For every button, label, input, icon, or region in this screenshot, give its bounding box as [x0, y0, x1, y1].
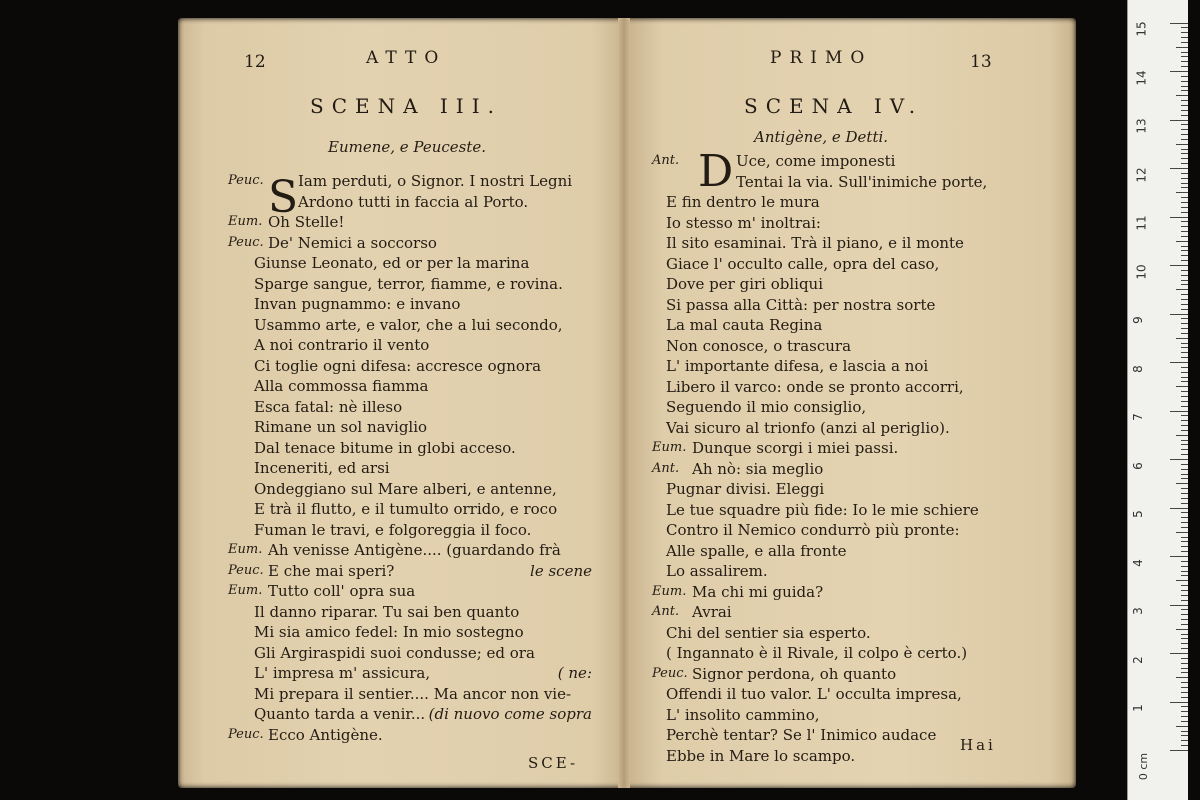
drop-cap-s: S [268, 172, 299, 223]
verse-line: Lo assalirem. [666, 562, 768, 580]
ruler-tick [1181, 207, 1188, 208]
ruler-number: 8 [1130, 364, 1145, 373]
ruler-tick [1181, 100, 1188, 101]
speaker-label: Eum. [228, 542, 263, 557]
ruler-tick [1176, 192, 1188, 193]
verse-line: Ebbe in Mare lo scampo. [666, 746, 856, 765]
verse-line: L' impresa m' assicura, [254, 664, 431, 682]
ruler-tick [1181, 323, 1188, 324]
ruler-tick [1181, 352, 1188, 353]
ruler-tick [1181, 401, 1188, 402]
ruler-tick [1181, 270, 1188, 271]
ruler-tick [1181, 260, 1188, 261]
ruler-tick [1181, 454, 1188, 455]
book-gutter [618, 18, 630, 788]
speaker-label: Eum. [652, 440, 687, 455]
ruler-tick [1181, 178, 1188, 179]
ruler-tick [1181, 32, 1188, 33]
ruler-tick [1181, 474, 1188, 475]
ruler-tick [1181, 692, 1188, 693]
ruler-tick [1176, 435, 1188, 436]
verse-line: E trà il flutto, e il tumulto orrido, e roco [254, 500, 558, 518]
ruler-tick [1181, 697, 1188, 698]
ruler-tick [1181, 139, 1188, 140]
ruler-tick [1181, 149, 1188, 150]
verse-line: Il sito esaminai. Trà il piano, e il monte [666, 234, 964, 252]
ruler-tick [1181, 711, 1188, 712]
verse-line: Uce, come imponesti [736, 152, 896, 170]
ruler-tick [1181, 546, 1188, 547]
verse-line: Inceneriti, ed arsi [254, 459, 390, 477]
ruler-tick [1181, 90, 1188, 91]
ruler-tick [1181, 415, 1188, 416]
verse-line: Si passa alla Città: per nostra sorte [666, 295, 936, 314]
ruler-tick [1181, 449, 1188, 450]
ruler-tick [1181, 129, 1188, 130]
ruler-tick [1181, 590, 1188, 591]
verse-line: A noi contrario il vento [254, 336, 430, 354]
ruler-tick [1181, 600, 1188, 601]
ruler-tick [1181, 105, 1188, 106]
speaker-label: Eum. [228, 583, 263, 598]
ruler-tick [1181, 527, 1188, 528]
ruler-tick [1181, 493, 1188, 494]
verse-line: Il danno riparar. Tu sai ben quanto [254, 602, 520, 621]
verse-line: Mi prepara il sentier.... Ma ancor non vie- [254, 684, 572, 703]
ruler-tick [1181, 706, 1188, 707]
ruler-tick [1181, 381, 1188, 382]
ruler-tick [1181, 430, 1188, 431]
ruler-tick [1181, 197, 1188, 198]
ruler-tick [1176, 241, 1188, 242]
ruler-tick [1181, 124, 1188, 125]
speaker-label: Peuc. [228, 234, 264, 250]
ruler-tick [1181, 250, 1188, 251]
ruler-tick [1181, 347, 1188, 348]
ruler-number: 10 [1134, 263, 1149, 280]
ruler-tick [1170, 508, 1188, 509]
ruler-tick [1181, 246, 1188, 247]
ruler-tick [1176, 289, 1188, 290]
ruler-number: 15 [1134, 21, 1149, 37]
ruler-tick [1181, 52, 1188, 53]
ruler-tick [1181, 731, 1188, 732]
ruler-tick [1181, 115, 1188, 116]
ruler-tick [1181, 27, 1188, 28]
verse-line: Esca fatal: nè illeso [254, 397, 403, 416]
ruler-tick [1181, 153, 1188, 154]
ruler-tick [1181, 425, 1188, 426]
verse-line: L' insolito cammino, [666, 705, 820, 724]
ruler-tick [1181, 309, 1188, 310]
ruler-tick [1181, 440, 1188, 441]
ruler-tick [1181, 740, 1188, 741]
ruler-tick [1181, 212, 1188, 213]
ruler-tick [1181, 648, 1188, 649]
open-book [178, 18, 1076, 788]
ruler-tick [1181, 318, 1188, 319]
ruler-tick [1181, 498, 1188, 499]
verse-line: L' importante difesa, e lascia a noi [666, 357, 929, 375]
speaker-label: Peuc. [228, 726, 264, 742]
ruler-tick [1170, 314, 1188, 315]
speaker-label: Eum. [228, 214, 263, 229]
speaker-label: Ant. [652, 460, 680, 476]
verse-line: Sparge sangue, terror, fiamme, e rovina. [254, 274, 563, 293]
verse-line: ( Ingannato è il Rivale, il colpo è certo.) [666, 644, 968, 662]
ruler-tick [1181, 328, 1188, 329]
ruler-tick [1181, 561, 1188, 562]
scene-title: SCENA IV. [744, 94, 924, 118]
verse-line: Iam perduti, o Signor. I nostri Legni [298, 172, 573, 190]
catchword: SCE- [528, 754, 579, 772]
ruler-tick [1181, 663, 1188, 664]
ruler-number: 6 [1130, 461, 1145, 470]
ruler-number: 2 [1130, 655, 1145, 664]
ruler-tick [1176, 629, 1188, 630]
ruler-number: 9 [1130, 316, 1145, 324]
verse-line: Giace l' occulto calle, opra del caso, [666, 254, 940, 273]
ruler-tick [1181, 37, 1188, 38]
left-page [178, 18, 618, 788]
speaker-label: Peuc. [652, 665, 688, 681]
ruler-tick [1170, 23, 1188, 24]
page-number: 13 [970, 52, 992, 72]
ruler-tick [1181, 745, 1188, 746]
ruler-tick [1181, 275, 1188, 276]
speaker-label: Peuc. [228, 173, 264, 188]
scene-title: SCENA III. [310, 94, 502, 118]
verse-line: Signor perdona, oh quanto [692, 664, 897, 683]
ruler-tick [1181, 634, 1188, 635]
ruler-tick [1181, 638, 1188, 639]
ruler-tick [1181, 66, 1188, 67]
ruler-tick [1181, 537, 1188, 538]
verse-line: Tutto coll' opra sua [268, 582, 416, 600]
ruler-tick [1170, 605, 1188, 606]
ruler-tick [1176, 144, 1188, 145]
ruler-tick [1181, 464, 1188, 465]
speaker-label: Ant. [652, 604, 680, 619]
verse-line: Gli Argiraspidi suoi condusse; ed ora [254, 643, 535, 662]
ruler-tick [1181, 304, 1188, 305]
ruler-number: 5 [1130, 510, 1145, 518]
ruler-tick [1181, 42, 1188, 43]
ruler-tick [1181, 221, 1188, 222]
ruler-tick [1181, 687, 1188, 688]
verse-line: E fin dentro le mura [666, 193, 820, 211]
stage-direction: le scene [530, 561, 592, 580]
ruler-tick [1170, 411, 1188, 412]
ruler-tick [1181, 372, 1188, 373]
ruler-tick [1176, 386, 1188, 387]
ruler-tick [1181, 541, 1188, 542]
ruler-tick [1181, 575, 1188, 576]
verse-line: La mal cauta Regina [666, 316, 823, 334]
running-head: ATTO [366, 48, 447, 68]
verse-line: Pugnar divisi. Eleggi [666, 480, 825, 498]
verse-line: Vai sicuro al trionfo (anzi al periglio). [666, 418, 950, 437]
ruler-tick [1181, 517, 1188, 518]
ruler-tick [1181, 110, 1188, 111]
ruler-tick [1181, 585, 1188, 586]
verse-line: Ecco Antigène. [268, 725, 383, 744]
ruler-tick [1181, 255, 1188, 256]
verse-line: Avrai [692, 603, 732, 621]
ruler-tick [1181, 566, 1188, 567]
ruler-tick [1176, 47, 1188, 48]
verse-line: E che mai speri? [268, 561, 395, 580]
ruler-tick [1170, 653, 1188, 654]
ruler-tick [1176, 677, 1188, 678]
ruler-tick [1181, 134, 1188, 135]
ruler-tick [1181, 571, 1188, 572]
verse-line: Perchè tentar? Se l' Inimico audace [666, 726, 937, 744]
verse-line: Ah venisse Antigène.... (guardando frà [268, 541, 561, 559]
ruler-tick [1181, 333, 1188, 334]
verse-line: De' Nemici a soccorso [268, 233, 437, 252]
verse-line: Invan pugnammo: e invano [254, 295, 461, 313]
ruler-tick [1181, 522, 1188, 523]
ruler-tick [1181, 294, 1188, 295]
ruler-tick [1181, 643, 1188, 644]
ruler-tick [1176, 726, 1188, 727]
ruler-tick [1181, 595, 1188, 596]
ruler-tick [1181, 280, 1188, 281]
verse-line: Ondeggiano sul Mare alberi, e antenne, [254, 479, 557, 498]
ruler-tick [1170, 265, 1188, 266]
verse-line: Chi del sentier sia esperto. [666, 623, 871, 642]
ruler-tick [1176, 580, 1188, 581]
ruler-tick [1181, 672, 1188, 673]
page-number: 12 [244, 52, 266, 72]
verse-line: Alla commossa fiamma [254, 377, 429, 395]
catchword: Hai [960, 736, 996, 754]
ruler-number: 4 [1130, 558, 1145, 567]
ruler-tick [1176, 95, 1188, 96]
verse-line: Giunse Leonato, ed or per la marina [254, 254, 530, 272]
ruler-tick [1170, 556, 1188, 557]
verse-line: Io stesso m' inoltrai: [666, 213, 821, 232]
speaker-label: Ant. [652, 153, 680, 168]
ruler-tick [1181, 173, 1188, 174]
ruler-tick [1181, 488, 1188, 489]
right-page [630, 18, 1076, 788]
ruler-tick [1176, 483, 1188, 484]
ruler-tick [1170, 702, 1188, 703]
verse-line: Usammo arte, e valor, che a lui secondo, [254, 315, 563, 334]
ruler-tick [1181, 377, 1188, 378]
ruler-number: 3 [1130, 607, 1145, 615]
ruler-tick [1181, 76, 1188, 77]
ruler-tick [1170, 217, 1188, 218]
ruler-number: 1 [1130, 704, 1145, 712]
verse-line: Ardono tutti in faccia al Porto. [298, 192, 529, 211]
ruler-tick [1181, 396, 1188, 397]
ruler-tick [1181, 614, 1188, 615]
verse-line: Mi sia amico fedel: In mio sostegno [254, 623, 524, 641]
ruler-tick [1181, 668, 1188, 669]
ruler-tick [1170, 168, 1188, 169]
verse-line: Rimane un sol naviglio [254, 418, 428, 436]
ruler-tick [1181, 619, 1188, 620]
ruler-tick [1181, 343, 1188, 344]
ruler-tick [1181, 716, 1188, 717]
ruler-tick [1181, 682, 1188, 683]
verse-line: Ci toglie ogni difesa: accresce ognora [254, 356, 542, 375]
verse-line: Seguendo il mio consiglio, [666, 398, 867, 416]
measurement-ruler [1127, 0, 1188, 800]
speaker-label: Eum. [652, 583, 687, 599]
ruler-tick [1181, 512, 1188, 513]
ruler-tick [1170, 362, 1188, 363]
ruler-tick [1181, 503, 1188, 504]
verse-line: Alle spalle, e alla fronte [666, 541, 847, 560]
ruler-tick [1181, 86, 1188, 87]
ruler-tick [1181, 231, 1188, 232]
ruler-tick [1181, 357, 1188, 358]
ruler-tick [1181, 391, 1188, 392]
ruler-tick [1181, 226, 1188, 227]
verse-line: Dal tenace bitume in globi acceso. [254, 438, 516, 457]
ruler-tick [1170, 750, 1188, 751]
stage-direction: ( ne: [557, 664, 592, 682]
verse-line: Le tue squadre più fide: Io le mie schiere [666, 500, 979, 519]
ruler-tick [1170, 71, 1188, 72]
verse-line: Offendi il tuo valor. L' occulta impresa, [666, 685, 962, 703]
verse-line: Oh Stelle! [268, 213, 345, 231]
ruler-number: 13 [1134, 118, 1149, 134]
running-head: PRIMO [770, 48, 873, 68]
ruler-tick [1181, 367, 1188, 368]
ruler-tick [1181, 299, 1188, 300]
ruler-tick [1181, 609, 1188, 610]
ruler-tick [1181, 187, 1188, 188]
ruler-tick [1181, 551, 1188, 552]
ruler-tick [1181, 658, 1188, 659]
drop-cap: D [698, 146, 734, 197]
verse-line: Tentai la via. Sull'inimiche porte, [736, 172, 988, 191]
ruler-tick [1181, 469, 1188, 470]
ruler-tick [1170, 120, 1188, 121]
ruler-tick [1181, 183, 1188, 184]
ruler-tick [1181, 735, 1188, 736]
verse-line: Ma chi mi guida? [692, 582, 824, 601]
ruler-tick [1181, 202, 1188, 203]
verse-line: Non conosce, o trascura [666, 336, 852, 355]
ruler-tick [1181, 721, 1188, 722]
ruler-tick [1181, 478, 1188, 479]
ruler-tick [1181, 420, 1188, 421]
ruler-number: 11 [1134, 215, 1149, 231]
ruler-tick [1181, 56, 1188, 57]
ruler-tick [1176, 532, 1188, 533]
verse-line: Contro il Nemico condurrò più pronte: [666, 521, 960, 539]
ruler-unit: 0 cm [1137, 752, 1151, 781]
ruler-tick [1181, 236, 1188, 237]
verse-line: Ah nò: sia meglio [692, 459, 824, 478]
character-list: Antigène, e Detti. [754, 128, 889, 146]
character-list: Eumene, e Peuceste. [328, 138, 487, 156]
ruler-tick [1181, 406, 1188, 407]
speaker-label: Peuc. [228, 562, 264, 578]
ruler-number: 7 [1130, 413, 1145, 421]
ruler-tick [1170, 459, 1188, 460]
verse-line: Quanto tarda a venir... [254, 705, 426, 723]
verse-line: Dunque scorgi i miei passi. [692, 439, 899, 457]
ruler-tick [1181, 444, 1188, 445]
ruler-tick [1181, 61, 1188, 62]
verse-line: Fuman le travi, e folgoreggia il foco. [254, 520, 532, 539]
ruler-tick [1181, 284, 1188, 285]
verse-line: Dove per giri obliqui [666, 275, 824, 293]
ruler-number: 12 [1134, 166, 1149, 183]
ruler-number: 14 [1134, 69, 1149, 86]
stage-direction: (di nuovo come sopra [428, 705, 592, 723]
ruler-tick [1181, 624, 1188, 625]
verse-line: Libero il varco: onde se pronto accorri, [666, 377, 964, 396]
ruler-tick [1176, 338, 1188, 339]
ruler-tick [1181, 163, 1188, 164]
ruler-tick [1181, 81, 1188, 82]
ruler-tick [1181, 158, 1188, 159]
